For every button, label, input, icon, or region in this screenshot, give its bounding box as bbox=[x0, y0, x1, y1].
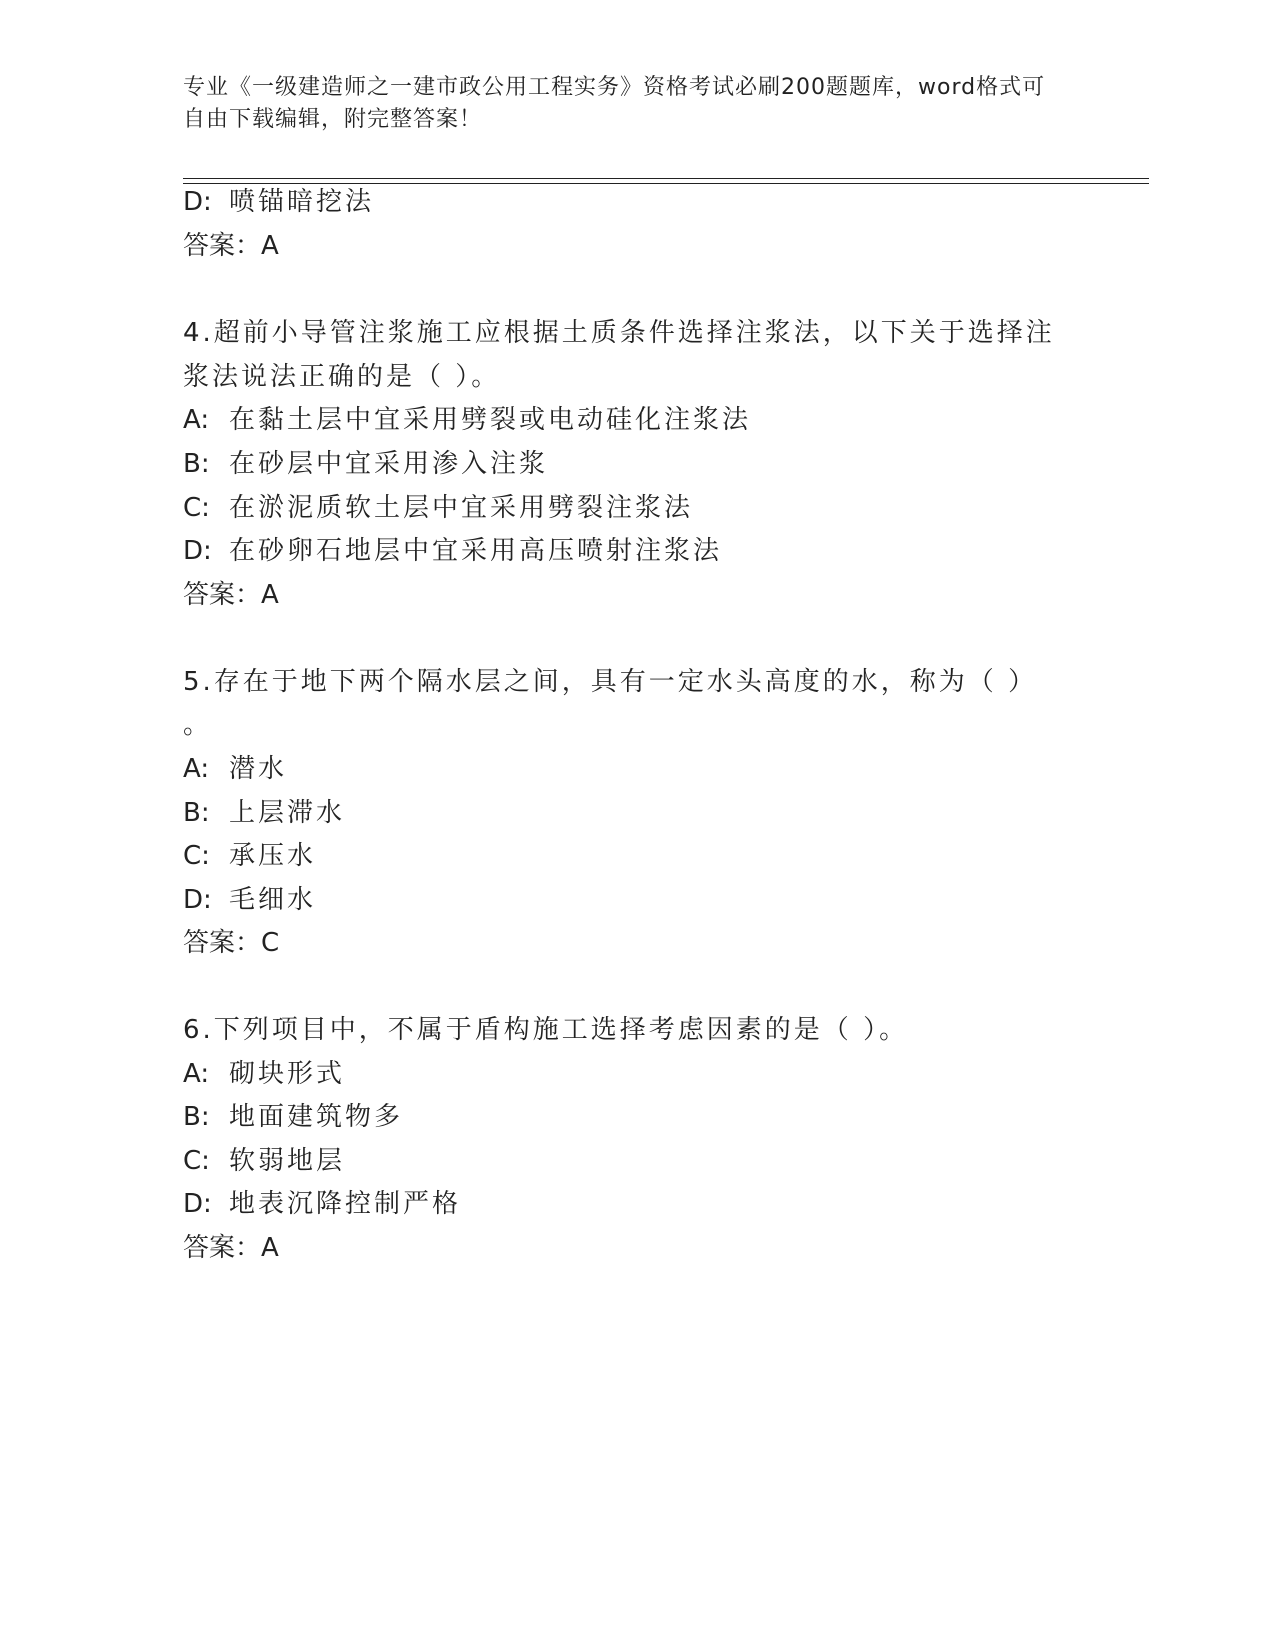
q5-option-d bbox=[183, 883, 316, 917]
option-text: 软弱地层 bbox=[229, 1146, 346, 1176]
option-key: C: bbox=[183, 493, 210, 523]
q6-option-a bbox=[183, 1057, 345, 1091]
q6-option-b bbox=[183, 1100, 403, 1134]
option-key: C: bbox=[183, 1146, 210, 1176]
q4-option-b bbox=[183, 447, 548, 481]
q5-option-b bbox=[183, 796, 345, 830]
option-key: D: bbox=[183, 187, 212, 217]
q4-answer: 答案：A bbox=[183, 580, 279, 610]
option-text: 承压水 bbox=[229, 841, 317, 871]
q6-stem-line1: 6.下列项目中，不属于盾构施工选择考虑因素的是（ ）。 bbox=[183, 1015, 909, 1045]
option-key: A: bbox=[183, 1059, 210, 1089]
option-key: D: bbox=[183, 1189, 212, 1219]
q4-option-d bbox=[183, 534, 722, 568]
option-text: 在淤泥质软土层中宜采用劈裂注浆法 bbox=[229, 493, 694, 523]
q4-stem-line2: 浆法说法正确的是（ ）。 bbox=[183, 362, 501, 392]
option-text: 毛细水 bbox=[229, 885, 317, 915]
header-divider-bottom bbox=[183, 183, 1149, 184]
q5-option-c bbox=[183, 839, 316, 873]
q5-stem-line1: 5.存在于地下两个隔水层之间，具有一定水头高度的水，称为（ ） bbox=[183, 667, 1038, 697]
q5-answer: 答案：C bbox=[183, 928, 280, 958]
option-text: 在砂卵石地层中宜采用高压喷射注浆法 bbox=[229, 536, 723, 566]
option-text: 潜水 bbox=[229, 754, 288, 784]
option-key: D: bbox=[183, 885, 212, 915]
option-text: 在砂层中宜采用渗入注浆 bbox=[229, 449, 549, 479]
q6-option-d bbox=[183, 1187, 461, 1221]
q5-option-a bbox=[183, 752, 287, 786]
option-text: 砌块形式 bbox=[229, 1059, 346, 1089]
option-text: 喷锚暗挖法 bbox=[229, 187, 375, 217]
q4-option-a bbox=[183, 403, 751, 437]
q6-answer: 答案：A bbox=[183, 1233, 279, 1263]
option-key: B: bbox=[183, 798, 210, 828]
option-text: 地面建筑物多 bbox=[229, 1102, 404, 1132]
q3-option-d bbox=[183, 185, 374, 219]
option-text: 上层滞水 bbox=[229, 798, 346, 828]
q3-answer: 答案：A bbox=[183, 231, 279, 261]
header-divider-top bbox=[183, 178, 1149, 179]
option-key: B: bbox=[183, 1102, 210, 1132]
option-text: 在黏土层中宜采用劈裂或电动硅化注浆法 bbox=[229, 405, 752, 435]
option-text: 地表沉降控制严格 bbox=[229, 1189, 462, 1219]
page-header: 专业《一级建造师之一建市政公用工程实务》资格考试必刷200题题库，word格式可自由下载编辑，附完整答案！ bbox=[183, 75, 1046, 132]
q5-stem-line2: 。 bbox=[183, 710, 213, 740]
option-key: A: bbox=[183, 405, 210, 435]
q6-option-c bbox=[183, 1144, 345, 1178]
option-key: C: bbox=[183, 841, 210, 871]
q4-stem-line1: 4.超前小导管注浆施工应根据土质条件选择注浆法，以下关于选择注 bbox=[183, 318, 1055, 348]
option-key: D: bbox=[183, 536, 212, 566]
option-key: A: bbox=[183, 754, 210, 784]
option-key: B: bbox=[183, 449, 210, 479]
q4-option-c bbox=[183, 491, 693, 525]
